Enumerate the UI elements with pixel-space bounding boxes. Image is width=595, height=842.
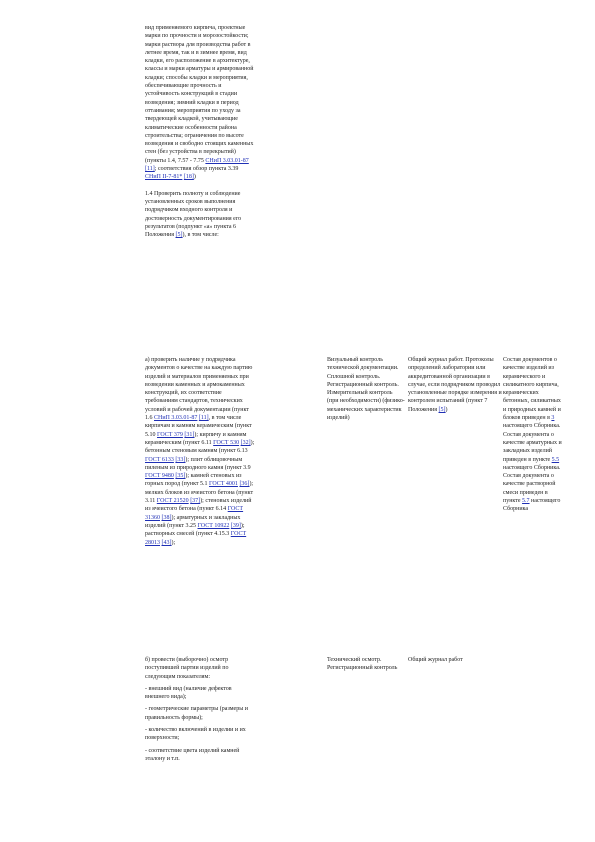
gost-link[interactable]: ГОСТ 9480 bbox=[145, 473, 174, 480]
ref-link[interactable]: [38] bbox=[161, 514, 172, 521]
gost-link[interactable]: ГОСТ 10922 bbox=[197, 522, 230, 529]
documents-text: Общий журнал работ bbox=[408, 657, 463, 663]
method-text: Визуальный контроль технической документации. Сплошной контроль. Регистрационный контроль. Измерительный контроль (при необходимости) (физико-механических характеристик изделий) bbox=[327, 357, 405, 422]
gost-link[interactable]: ГОСТ 21520 bbox=[156, 498, 189, 505]
ref-link[interactable]: [5] bbox=[438, 406, 446, 413]
notes-a bbox=[503, 356, 565, 514]
bullet-geometry: - геометрические параметры (размеры и правильность формы); bbox=[145, 706, 248, 721]
ref-link[interactable]: [36] bbox=[239, 481, 250, 488]
note-mortar: Состав документа о качестве растворной смеси приведен в пункте 5.7 настоящего Сборника bbox=[503, 473, 561, 513]
bullet-color: - соответствие цвета изделий камней эталону и т.п. bbox=[145, 747, 240, 762]
paragraph-materials: вид применяемого кирпича, проектные марки по прочности и морозостойкости; марки раствора для производства работ в летнее время, так и в зимнее время, вид кладки, его расположение в архитектуре, классы и марки арматуры и армированной кладки; способы кладки и мероприятия, обеспечивающие прочность и устойчивость конструкций в стадии возведения; зимний кладки в период оттаивания; мероприятия по уходу за твердеющей кладкой, учитывающие климатические особенности района строительства; ограничения по высоте возведения и свободно стоящих каменных стен (без устройства в перекрытий) (пункты 1.4, 7.57 - 7.75 СНиП 3.03.01-87 [11]; соответствия обзор пункта 3.39 СНиП II-7-81* [18]) bbox=[145, 25, 254, 181]
paragraph-1-4: 1.4 Проверить полноту и соблюдение установленных сроков выполнения подрядчиком входного контроля и достоверность документирования его результатов (подпункт «а» пункта 6 Положения [5]), в том числе: bbox=[145, 190, 242, 239]
section-link[interactable]: 5.7 bbox=[522, 498, 530, 505]
gost-link[interactable]: ГОСТ 4001 bbox=[209, 481, 238, 488]
section-link[interactable]: 5.5 bbox=[551, 456, 560, 463]
ref-link[interactable]: [31] bbox=[184, 431, 195, 438]
ref-link[interactable]: [37] bbox=[190, 498, 201, 505]
paragraph-item-b: б) провести (выборочно) осмотр поступившей партии изделий по следующим показателям: bbox=[145, 657, 229, 680]
note-bricks: Состав документов о качестве изделий из керамического и силикатного кирпича, керамических бетонных, силикатных и природных камней и блоков приведен в 3 настоящего Сборника. bbox=[503, 357, 561, 430]
documents-text: Общий журнал работ. Протоколы определений лаборатории или аккредитованной организации в случае, если подрядчиком проводил установленные порядке измерения и контролем испытаний (пункт 7 Положения [5]) bbox=[408, 357, 502, 413]
gost-link[interactable]: ГОСТ 379 bbox=[157, 431, 183, 438]
gost-link[interactable]: ГОСТ 31360 bbox=[145, 506, 244, 521]
bullet-inclusions: - количество включений в изделии и их поверхности; bbox=[145, 727, 246, 742]
ref-link[interactable]: [39] bbox=[230, 522, 241, 529]
documents-b bbox=[408, 656, 503, 664]
ref-link[interactable]: [32] bbox=[240, 439, 251, 446]
gost-link[interactable]: ГОСТ 6133 bbox=[145, 456, 174, 463]
snip-link[interactable]: СНиП II-7-81* bbox=[145, 174, 183, 181]
snip-link[interactable]: СНиП 3.03.01-87 bbox=[154, 415, 198, 422]
ref-link[interactable]: [43] bbox=[161, 539, 172, 546]
control-method-b bbox=[327, 656, 405, 673]
bullet-appearance: - внешний вид (наличие дефектов внешнего вида); bbox=[145, 685, 232, 701]
ref-link[interactable]: [35] bbox=[175, 473, 186, 480]
ref-link[interactable]: [5] bbox=[175, 232, 183, 239]
note-rebar: Состав документа о качестве арматурных и закладных изделий приведен в пункте 5.5 настоящего Сборника. bbox=[503, 431, 562, 471]
ref-link[interactable]: [33] bbox=[175, 456, 186, 463]
method-text: Технический осмотр. Регистрационный контроль bbox=[327, 657, 398, 672]
requirements-column bbox=[145, 24, 255, 239]
gost-link[interactable]: ГОСТ 28013 bbox=[145, 531, 247, 546]
gost-link[interactable]: ГОСТ 530 bbox=[213, 439, 240, 446]
documents-a bbox=[408, 356, 503, 414]
ref-link[interactable]: [11] bbox=[145, 166, 155, 173]
item-b bbox=[145, 656, 255, 763]
ref-link[interactable]: [18] bbox=[183, 174, 194, 181]
ref-link[interactable]: [11] bbox=[198, 415, 209, 422]
control-method-a bbox=[327, 356, 405, 422]
paragraph-item-a: а) проверить наличие у подрядчика документов о качестве на каждую партию изделий и материалов применяемых при возведении каменных и армокаменных конструкций, их соответствие требованиям стандартов, технических условий и рабочей документации (пункт 1.6 СНиП 3.03.01-87 [11], в том числе кирпичам и камням керамическим (пункт 5.10 ГОСТ 379 [31]); кирпичу и камням керамическим (пункт 6.11 ГОСТ 530 [32]); бетонным стеновым камням (пункт 6.13 ГОСТ 6133 [33]); плит облицовочным пиленым из природного камня (пункт 3.9 ГОСТ 9480 [35]); камней стеновых из горных пород (пункт 5.1 ГОСТ 4001 [36]); мелких блоков из ячеистого бетона (пункт 3.11 ГОСТ 21520 [37]); стеновых изделий из ячеистого бетона (пункт 6.14 ГОСТ 31360 [38]); арматурных и закладных изделий (пункт 3.25 ГОСТ 10922 [39]); растворных смесей (пункт 4.15.3 ГОСТ 28013 [43]); bbox=[145, 357, 255, 546]
snip-link[interactable]: СНиП 3.03.01-87 bbox=[205, 157, 249, 164]
item-a bbox=[145, 356, 255, 547]
section-link[interactable]: 3 bbox=[551, 415, 555, 422]
